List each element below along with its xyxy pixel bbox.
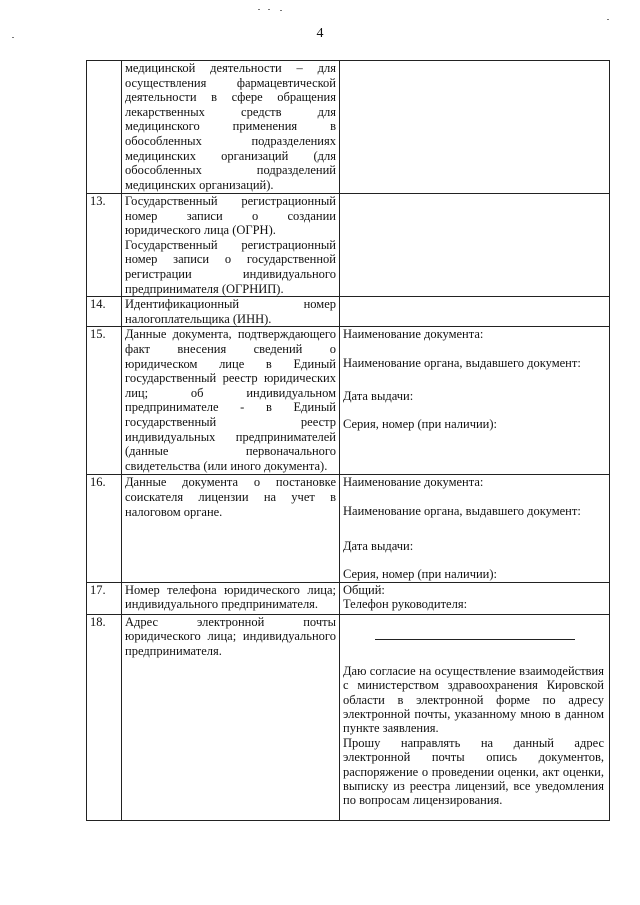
issue-date-field[interactable]: Дата выдачи:	[343, 538, 414, 553]
page-number: 4	[316, 26, 324, 41]
row-label: Данные документа о постановке соискателя лицензии на учет в налоговом органе.	[122, 475, 340, 582]
doc-name-field[interactable]: Наименование документа:	[343, 327, 484, 342]
row-number: 15.	[87, 327, 122, 475]
document-fields[interactable]	[340, 327, 610, 475]
row-number: 16.	[87, 475, 122, 582]
scan-speck	[268, 9, 270, 10]
row-label: медицинской деятельности – для осуществления фармацевтической деятельности в сфере обращения лекарственных средств для медицинского применения в обособленных подразделениях медицинских организаций (для обособленных подразделений медицинских организаций).	[122, 61, 340, 194]
phone-fields[interactable]	[340, 582, 610, 614]
row-label	[122, 194, 340, 297]
application-table	[86, 60, 610, 821]
scan-speck	[258, 9, 260, 10]
email-signature-line[interactable]	[375, 639, 575, 640]
general-phone-field[interactable]: Общий:	[343, 582, 385, 597]
table-row	[87, 582, 610, 614]
row-value-empty[interactable]	[340, 297, 610, 327]
ogrn-label: Государственный регистрационный номер записи о создании юридического лица (ОГРН).	[125, 194, 336, 238]
request-paragraph: Прошу направлять на данный адрес электронной почты опись документов, распоряжение о проведении оценки, акт оценки, выписку из реестра лицензий, все уведомления по вопросам лицензирования.	[343, 735, 604, 808]
doc-name-field[interactable]: Наименование документа:	[343, 475, 484, 490]
table-row	[87, 297, 610, 327]
issuer-field[interactable]: Наименование органа, выдавшего документ:	[343, 355, 581, 370]
scan-speck	[280, 10, 282, 11]
head-phone-field[interactable]: Телефон руководителя:	[343, 597, 468, 612]
ogrnip-label: Государственный регистрационный номер записи о государственной регистрации индивидуального предпринимателя (ОГРНИП).	[125, 237, 336, 296]
row-label: Идентификационный номер налогоплательщика (ИНН).	[122, 297, 340, 327]
row-number	[87, 61, 122, 194]
row-number: 14.	[87, 297, 122, 327]
row-value-empty[interactable]	[340, 61, 610, 194]
row-number: 17.	[87, 582, 122, 614]
table-row	[87, 194, 610, 297]
table-row	[87, 327, 610, 475]
row-label: Адрес электронной почты юридического лица; индивидуального предпринимателя.	[122, 614, 340, 820]
issuer-field[interactable]: Наименование органа, выдавшего документ:	[343, 503, 581, 518]
issue-date-field[interactable]: Дата выдачи:	[343, 388, 414, 403]
row-label: Данные документа, подтверждающего факт внесения сведений о юридическом лице в Единый государственный реестр юридических лиц; об индивидуальном предпринимателе - в Единый государственный реестр индивидуальных предпринимателей (данные первоначального свидетельства (или иного документа).	[122, 327, 340, 475]
table-row	[87, 61, 610, 194]
document-fields[interactable]	[340, 475, 610, 582]
row-label: Номер телефона юридического лица; индивидуального предпринимателя.	[122, 582, 340, 614]
scan-speck	[12, 37, 14, 38]
row-number: 13.	[87, 194, 122, 297]
email-consent-text	[343, 664, 606, 808]
row-value-empty[interactable]	[340, 194, 610, 297]
email-field[interactable]	[340, 614, 610, 820]
table-row	[87, 475, 610, 582]
consent-paragraph: Даю согласие на осуществление взаимодействия с министерством здравоохранения Кировской области в электронной форме по адресу электронной почты, указанному мною в данном пункте заявления.	[343, 663, 604, 736]
scan-speck	[607, 19, 609, 20]
table-row	[87, 614, 610, 820]
series-number-field[interactable]: Серия, номер (при наличии):	[343, 417, 498, 432]
series-number-field[interactable]: Серия, номер (при наличии):	[343, 567, 498, 582]
row-number: 18.	[87, 614, 122, 820]
